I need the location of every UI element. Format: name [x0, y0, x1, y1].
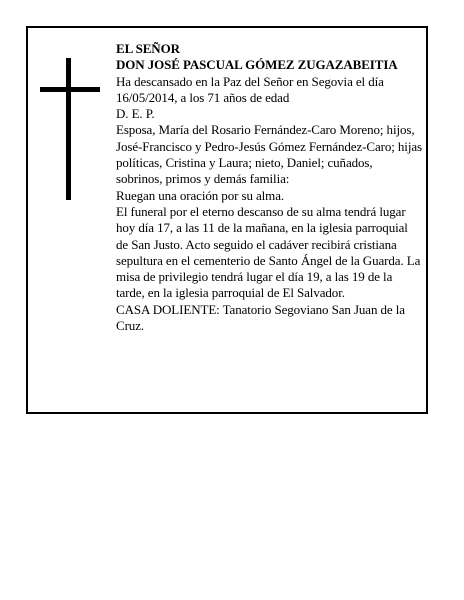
death-info: Ha descansado en la Paz del Señor en Segovia el día 16/05/2014, a los 71 años de edad — [116, 73, 384, 105]
obituary-notice — [26, 26, 428, 414]
cross-horizontal-bar — [40, 87, 100, 92]
family-list: Esposa, María del Rosario Fernández-Caro Moreno; hijos, José-Francisco y Pedro-Jesús Gómez Fernández-Caro; hijas políticas, Cristina y Laura; nieto, Daniel; cuñados, sobrinos, primos y demás familia: — [116, 122, 422, 187]
prayer-request: Ruegan una oración por su alma. — [116, 187, 285, 203]
notice-text — [116, 41, 422, 334]
deceased-name: DON JOSÉ PASCUAL GÓMEZ ZUGAZABEITIA — [116, 57, 398, 73]
cross-icon — [40, 58, 100, 200]
funeral-info: El funeral por el eterno descanso de su alma tendrá lugar hoy día 17, a las 11 de la mañana, en la iglesia parroquial de San Justo. Acto seguido el cadáver recibirá cristiana sepultura en el cementerio de Santo Ángel de la Guarda. La misa de privilegio tendrá lugar el día 19, a las 19 de la tarde, en la iglesia parroquial de El Salvador. — [116, 203, 421, 301]
rip-text: D. E. P. — [116, 106, 155, 122]
mourning-house: CASA DOLIENTE: Tanatorio Segoviano San Juan de la Cruz. — [116, 301, 405, 334]
cross-vertical-bar — [66, 58, 71, 200]
title-line-1: EL SEÑOR — [116, 41, 180, 56]
